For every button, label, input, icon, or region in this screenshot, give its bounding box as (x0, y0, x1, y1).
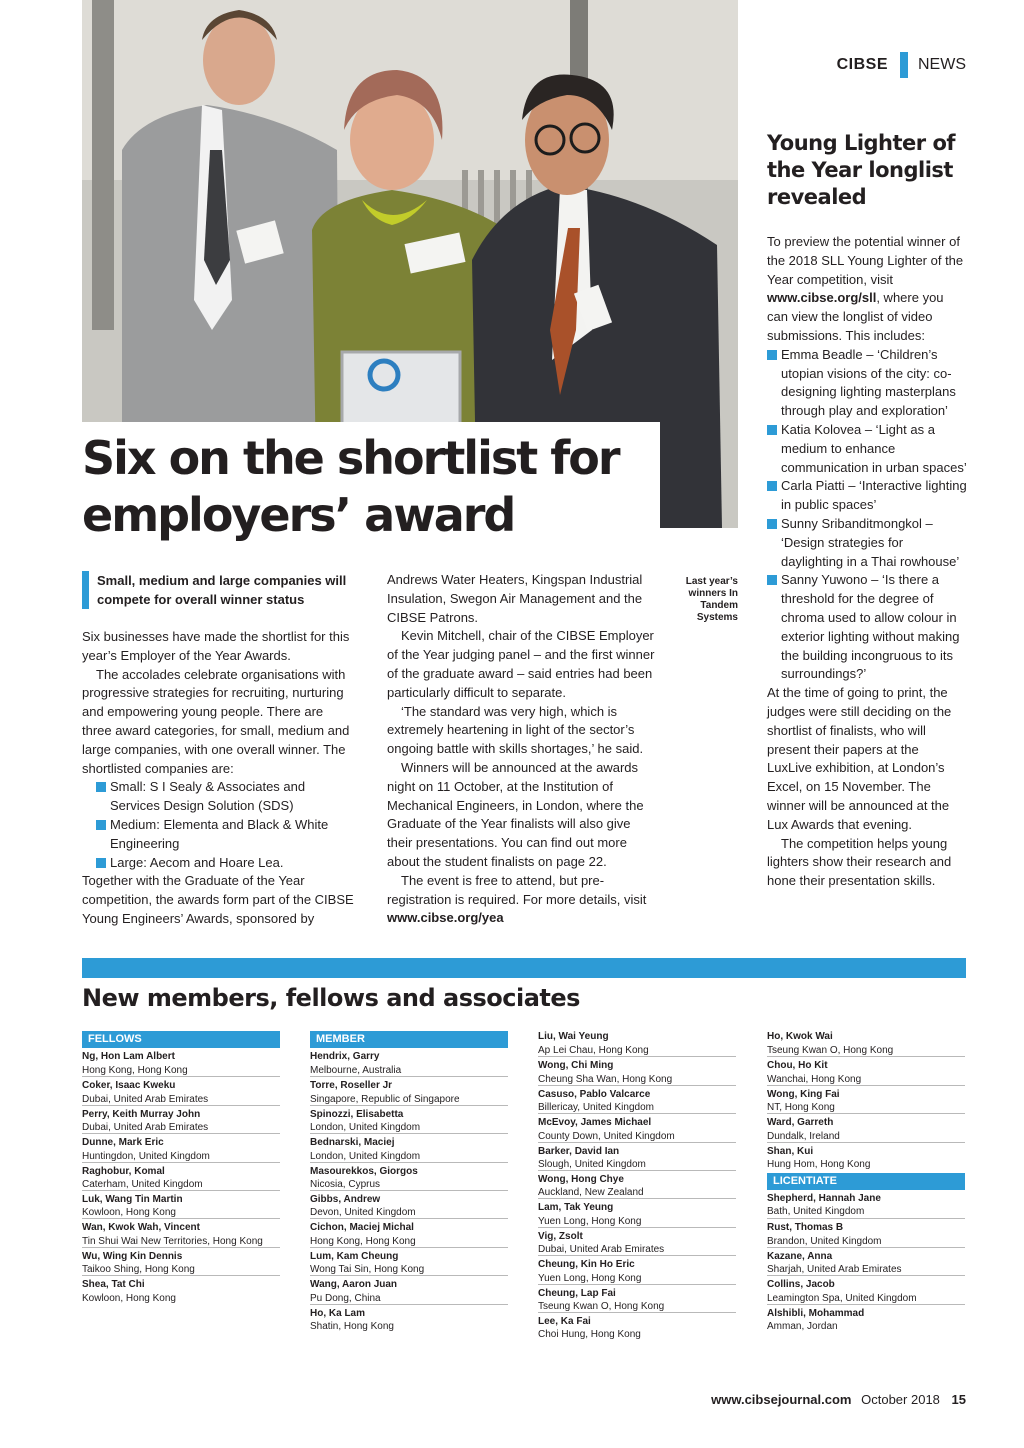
member-entry (767, 1085, 965, 1113)
bullet-label: Small: (110, 779, 147, 795)
sidebar-body (767, 233, 967, 891)
longlist-entry (767, 421, 967, 477)
member-name: Ho, Ka Lam (310, 1307, 366, 1319)
member-location: Tin Shui Wai New Territories, Hong Kong (82, 1235, 263, 1247)
member-column (310, 1028, 508, 1332)
section-divider-bar (82, 958, 966, 978)
member-location: London, United Kingdom (310, 1122, 421, 1134)
member-entry (538, 1085, 736, 1113)
member-entry (310, 1218, 508, 1246)
licentiate-heading: LICENTIATE (767, 1173, 965, 1190)
member-name: Lum, Kam Cheung (310, 1250, 399, 1262)
paragraph (387, 872, 659, 928)
bullet-square (96, 858, 106, 868)
member-name: Alshibli, Mohammad (767, 1307, 865, 1319)
member-location: Dundalk, Ireland (767, 1130, 840, 1142)
longlist-entry (767, 515, 967, 571)
member-entry (82, 1275, 280, 1303)
bullet-item (82, 778, 354, 816)
member-list-continued (538, 1028, 736, 1340)
member-location: Taikoo Shing, Hong Kong (82, 1264, 195, 1276)
member-location: Kowloon, Hong Kong (82, 1207, 176, 1219)
member-name: McEvoy, James Michael (538, 1117, 652, 1129)
masthead-brand: CIBSE (836, 56, 888, 73)
member-location: Devon, United Kingdom (310, 1207, 416, 1219)
member-name: Ward, Garreth (767, 1117, 834, 1129)
member-name: Kazane, Anna (767, 1250, 833, 1262)
member-name: Liu, Wai Yeung (538, 1031, 609, 1042)
member-entry (767, 1247, 965, 1275)
member-location: Caterham, United Kingdom (82, 1179, 203, 1191)
member-name: Shepherd, Hannah Jane (767, 1192, 881, 1204)
member-entry (538, 1028, 736, 1056)
member-name: Bednarski, Maciej (310, 1137, 395, 1149)
member-name: Shan, Kui (767, 1145, 814, 1157)
member-entry (82, 1247, 280, 1275)
member-entry (82, 1162, 280, 1190)
longlist-entry (767, 571, 967, 684)
member-name: Wang, Aaron Juan (310, 1279, 398, 1291)
member-entry (538, 1142, 736, 1170)
paragraph: Together with the Graduate of the Year competition, the awards form part of the CIBSE Young Engineers’ Awards, sponsored by (82, 873, 354, 926)
member-location: Ap Lei Chau, Hong Kong (538, 1044, 649, 1056)
member-entry (538, 1113, 736, 1141)
member-location: Yuen Long, Hong Kong (538, 1215, 642, 1227)
member-name: Cichon, Maciej Michal (310, 1222, 414, 1234)
bullet-text: S I Sealy & Associates and Services Design Solution (SDS) (110, 779, 306, 814)
member-name: Lam, Tak Yeung (538, 1202, 614, 1214)
member-entry (82, 1048, 280, 1076)
main-headline: Six on the shortlist for employers’ award (82, 431, 619, 542)
bullet-label: Medium: (110, 816, 160, 832)
member-entry (310, 1105, 508, 1133)
member-location: Hong Kong, Hong Kong (82, 1064, 188, 1076)
article-column-1 (82, 628, 354, 929)
member-name: Coker, Isaac Kweku (82, 1080, 176, 1092)
member-location: Dubai, United Arab Emirates (538, 1244, 665, 1256)
member-location: Cheung Sha Wan, Hong Kong (538, 1073, 673, 1085)
masthead (837, 52, 966, 78)
member-location: Melbourne, Australia (310, 1064, 402, 1076)
intro-end-text: , where you can view the longlist of video submissions. This includes: (767, 290, 944, 343)
member-location: Amman, Jordan (767, 1321, 838, 1333)
member-entry (767, 1142, 965, 1170)
entry-text: Carla Piatti – ‘Interactive lighting in public spaces’ (781, 478, 967, 513)
entry-text: Emma Beadle – ‘Children’s utopian visions of the city: co-designing lighting masterplans through play and exploration’ (781, 346, 956, 419)
sll-link[interactable]: www.cibse.org/sll (767, 290, 877, 306)
standfirst: Small, medium and large companies will compete for overall winner status (82, 571, 357, 609)
member-name: Rust, Thomas B (767, 1222, 844, 1234)
member-entry (538, 1312, 736, 1340)
member-location: NT, Hong Kong (767, 1102, 835, 1114)
member-name: Spinozzi, Elisabetta (310, 1108, 404, 1120)
member-entry (82, 1076, 280, 1104)
member-location: Dubai, United Arab Emirates (82, 1093, 209, 1105)
member-location: Wong Tai Sin, Hong Kong (310, 1264, 425, 1276)
member-location: Nicosia, Cyprus (310, 1179, 381, 1191)
member-name: Wan, Kwok Wah, Vincent (82, 1222, 200, 1234)
page-number: 15 (951, 1392, 966, 1407)
paragraph: At the time of going to print, the judges were still deciding on the shortlist of finalists, who will present their papers at the LuxLive exhibition, at London’s Excel, on 15 November. The winner will be announced at the Lux Awards that evening. (767, 685, 952, 832)
yea-link[interactable]: www.cibse.org/yea (387, 910, 504, 926)
member-entry (767, 1218, 965, 1246)
bullet-label: Large: (110, 854, 147, 870)
sidebar-intro (767, 233, 967, 346)
licentiate-list (767, 1190, 965, 1332)
bullet-square (96, 782, 106, 792)
member-name: Torre, Roseller Jr (310, 1080, 393, 1092)
member-entry (310, 1304, 508, 1332)
member-name: Chou, Ho Kit (767, 1060, 828, 1072)
bullet-text: Elementa and Black & White Engineering (110, 816, 329, 851)
member-name: Raghobur, Komal (82, 1165, 165, 1177)
paragraph: Andrews Water Heaters, Kingspan Industrial Insulation, Swegon Air Management and the CIBSE Patrons. (387, 572, 643, 625)
member-entry (538, 1198, 736, 1226)
member-location: Sharjah, United Arab Emirates (767, 1264, 902, 1276)
member-location: Yuen Long, Hong Kong (538, 1272, 642, 1284)
entry-text: Sanny Yuwono – ‘Is there a threshold for the degree of chroma used to allow colour in exterior lighting without making the building incongruous to its surroundings?’ (781, 572, 960, 682)
member-entry (538, 1284, 736, 1312)
fellows-list (82, 1048, 280, 1304)
member-entry (310, 1190, 508, 1218)
page-footer (711, 1392, 966, 1407)
member-location: Tseung Kwan O, Hong Kong (767, 1044, 894, 1056)
member-name: Lee, Ka Fai (538, 1315, 591, 1327)
member-entry (82, 1133, 280, 1161)
entry-text: Sunny Sribanditmongkol – ‘Design strategies for daylighting in a Thai rowhouse’ (781, 515, 960, 569)
bullet-item (82, 854, 354, 873)
bullet-square (767, 519, 777, 529)
member-list-final (767, 1028, 965, 1170)
member-location: Hong Kong, Hong Kong (310, 1235, 416, 1247)
masthead-divider (900, 52, 908, 78)
member-name: Ho, Kwok Wai (767, 1031, 833, 1042)
member-entry (310, 1247, 508, 1275)
member-licentiate-column (767, 1028, 965, 1332)
photo-caption: Last year’s winners In Tandem Systems (685, 576, 738, 623)
footer-month: October 2018 (861, 1392, 940, 1407)
footer-url[interactable]: www.cibsejournal.com (711, 1392, 852, 1407)
member-location: Wanchai, Hong Kong (767, 1073, 862, 1085)
sidebar-title: Young Lighter of the Year longlist revealed (767, 131, 956, 209)
member-entry (538, 1170, 736, 1198)
member-location: Shatin, Hong Kong (310, 1321, 394, 1333)
member-name: Luk, Wang Tin Martin (82, 1193, 183, 1205)
member-name: Dunne, Mark Eric (82, 1137, 164, 1149)
member-location: Leamington Spa, United Kingdom (767, 1292, 917, 1304)
member-location: Pu Dong, China (310, 1292, 381, 1304)
member-entry (767, 1275, 965, 1303)
member-entry (538, 1056, 736, 1084)
member-name: Ng, Hon Lam Albert (82, 1051, 175, 1062)
member-location: Billericay, United Kingdom (538, 1102, 654, 1114)
bullet-square (96, 820, 106, 830)
member-entry (82, 1105, 280, 1133)
bullet-square (767, 425, 777, 435)
member-location: London, United Kingdom (310, 1150, 421, 1162)
article-column-2 (387, 571, 659, 928)
member-list (310, 1048, 508, 1332)
member-location: Brandon, United Kingdom (767, 1235, 882, 1247)
paragraph: The accolades celebrate organisations with progressive strategies for recruiting, nurturing and empowering young people. There are three award categories, for small, medium and large companies, with one overall winner. The shortlisted companies are: (82, 666, 350, 776)
member-name: Cheung, Kin Ho Eric (538, 1259, 635, 1271)
member-location: County Down, United Kingdom (538, 1130, 675, 1142)
entry-text: Katia Kolovea – ‘Light as a medium to enhance communication in urban spaces’ (781, 421, 967, 475)
member-location: Auckland, New Zealand (538, 1187, 644, 1199)
paragraph: ‘The standard was very high, which is extremely heartening in light of the sector’s ongoing battle with skills shortages,’ he said. (387, 703, 644, 757)
paragraph: The competition helps young lighters show their research and hone their presentation skills. (767, 835, 952, 889)
member-location: Hung Hom, Hong Kong (767, 1159, 871, 1171)
member-name: Collins, Jacob (767, 1279, 835, 1291)
member-name: Masourekkos, Giorgos (310, 1165, 418, 1177)
member-name: Hendrix, Garry (310, 1051, 380, 1062)
masthead-section: NEWS (918, 56, 966, 73)
member-column-continued (538, 1028, 736, 1340)
member-entry (310, 1162, 508, 1190)
bullet-square (767, 350, 777, 360)
member-entry (767, 1190, 965, 1218)
fellows-column (82, 1028, 280, 1304)
member-name: Perry, Keith Murray John (82, 1108, 201, 1120)
member-entry (767, 1304, 965, 1332)
member-name: Wu, Wing Kin Dennis (82, 1250, 183, 1262)
member-location: Singapore, Republic of Singapore (310, 1093, 460, 1105)
member-entry (310, 1048, 508, 1076)
intro-text: To preview the potential winner of the 2018 SLL Young Lighter of the Year competition, visit (767, 234, 964, 287)
member-entry (82, 1190, 280, 1218)
member-name: Wong, Chi Ming (538, 1060, 614, 1072)
member-entry (310, 1275, 508, 1303)
member-location: Kowloon, Hong Kong (82, 1292, 176, 1304)
member-location: Bath, United Kingdom (767, 1206, 865, 1218)
member-entry (767, 1113, 965, 1141)
member-name: Wong, Hong Chye (538, 1173, 624, 1185)
member-location: Huntingdon, United Kingdom (82, 1150, 210, 1162)
member-heading: MEMBER (310, 1031, 508, 1048)
paragraph: Six businesses have made the shortlist for this year’s Employer of the Year Awards. (82, 629, 350, 663)
member-location: Dubai, United Arab Emirates (82, 1122, 209, 1134)
fellows-heading: FELLOWS (82, 1031, 280, 1048)
bullet-square (767, 481, 777, 491)
member-location: Tseung Kwan O, Hong Kong (538, 1301, 665, 1313)
member-name: Barker, David Ian (538, 1145, 620, 1157)
member-entry (767, 1056, 965, 1084)
member-entry (538, 1227, 736, 1255)
member-entry (767, 1028, 965, 1056)
bullet-item (82, 816, 354, 854)
member-entry (538, 1255, 736, 1283)
member-name: Shea, Tat Chi (82, 1279, 145, 1291)
paragraph: Winners will be announced at the awards night on 11 October, at the Institution of Mechanical Engineers, in London, where the Graduate of the Year finalists will also give their presentations. You can find out more about the student finalists on page 22. (387, 759, 644, 869)
member-entry (310, 1133, 508, 1161)
paragraph-text: The event is free to attend, but pre-registration is required. For more details, visit (387, 872, 647, 907)
member-entry (82, 1218, 280, 1246)
longlist-entry (767, 346, 967, 421)
member-name: Vig, Zsolt (538, 1230, 583, 1242)
members-title: New members, fellows and associates (82, 984, 580, 1012)
bullet-square (767, 575, 777, 585)
member-location: Slough, United Kingdom (538, 1159, 646, 1171)
member-name: Casuso, Pablo Valcarce (538, 1088, 651, 1100)
bullet-text: Aecom and Hoare Lea. (146, 854, 284, 870)
member-entry (310, 1076, 508, 1104)
member-location: Choi Hung, Hong Kong (538, 1329, 641, 1341)
paragraph: Kevin Mitchell, chair of the CIBSE Employer of the Year judging panel – and the first winner of the graduate award – said entries had been particularly difficult to separate. (387, 628, 655, 700)
longlist-entry (767, 477, 967, 515)
member-name: Gibbs, Andrew (310, 1193, 381, 1205)
member-name: Cheung, Lap Fai (538, 1287, 616, 1299)
member-name: Wong, King Fai (767, 1088, 840, 1100)
